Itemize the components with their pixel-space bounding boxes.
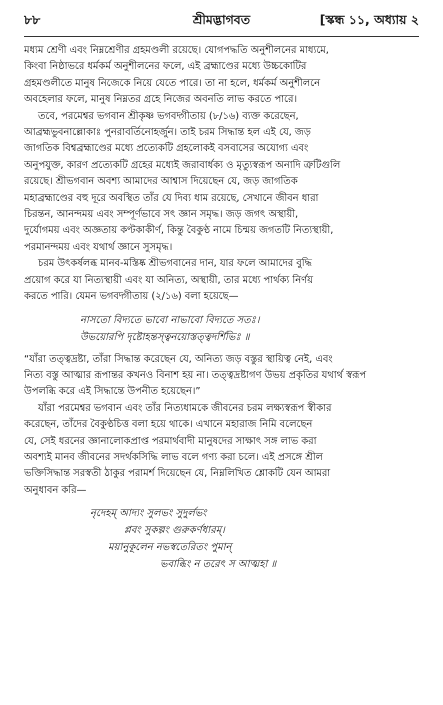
- text-line: মহাব্রহ্মাণ্ডের বহু দূরে অবস্থিত তাঁর যে দিব্য ধাম রয়েছে, সেখানে জীবন ধারা: [24, 192, 319, 204]
- text-line: উপলব্ধি করে এই সিদ্ধান্তে উপনীত হয়েছেন।”: [24, 386, 201, 398]
- paragraph-2: [24, 109, 419, 257]
- text-line: চিরন্তন, আনন্দময় এবং সম্পূর্ণভাবে সৎ জ্ঞান সমৃদ্ধ। জড় জগৎ অস্থায়ী,: [24, 209, 299, 221]
- paragraph-1: [24, 43, 419, 109]
- running-header: [24, 12, 419, 36]
- text-line: “যাঁরা তত্ত্বদ্রষ্টা, তাঁরা সিদ্ধান্ত করেছেন যে, অনিত্য জড় বস্তুর স্থায়িত্ব নেই, এবং: [24, 353, 333, 365]
- text-line: মধ্যম শ্রেণী এবং নিম্নশ্রেণীর গ্রহমণ্ডলী রয়েছে। যোগপদ্ধতি অনুশীলনের মাধ্যমে,: [24, 45, 329, 56]
- text-line: চরম উৎকর্ষলব্ধ মানব-মস্তিষ্ক শ্রীভগবানের দান, যার ফলে আমাদের বুদ্ধি: [38, 258, 312, 270]
- text-line: পরমানন্দময় এবং যথার্থ জ্ঞানে সুসমৃদ্ধ।: [24, 241, 173, 253]
- header-rule: [24, 36, 419, 37]
- verse-line: ভবাব্ধিং ন তরেৎ স আত্মহা ॥: [160, 559, 277, 571]
- text-line: করেছেন, তাঁদের বৈকুণ্ঠচিত্ত বলা হয়ে থাকে। এখানে মহারাজ নিমি বলেছেন: [24, 419, 313, 431]
- text-line: গ্রহমণ্ডলীতে মানুষ নিজেকে নিয়ে যেতে পারে। তা না হলে, ধর্মকর্ম অনুশীলনে: [24, 77, 320, 89]
- paragraph-5: [24, 401, 419, 499]
- verse-line: প্লবং সুকল্পং গুরুকর্ণধারম্।: [124, 525, 225, 537]
- text-line: তবে, পরমেশ্বর ভগবান শ্রীকৃষ্ণ ভগবদ্গীতায় (৮/১৬) ব্যক্ত করেছেন,: [38, 110, 299, 122]
- text-line: যাঁরা পরমেশ্বর ভগবান এবং তাঁর নিত্যধামকে জীবনের চরম লক্ষ্যস্বরূপ স্বীকার: [38, 402, 332, 414]
- text-line: নিত্য বস্তু আত্মার রূপান্তর কখনও বিনাশ হয় না। তত্ত্বদ্রষ্টাগণ উভয় প্রকৃতির যথার্থ স্বরূপ: [24, 369, 367, 381]
- text-line: আব্রহ্মভুবনাল্লোকাঃ পুনরাবর্তিনোহর্জুন। তাই চরম সিদ্ধান্ত হল এই যে, জড়: [24, 127, 311, 139]
- paragraph-3: [24, 256, 419, 305]
- verse-block-2: [24, 505, 419, 573]
- verse-line: নাসতো বিদ্যতে ভাবো নাভাবো বিদ্যতে সতঃ।: [80, 314, 260, 326]
- text-line: অনুপযুক্ত, কারণ প্রত্যেকটি গ্রহের মধ্যেই জরাবার্ধক্য ও মৃত্যুস্বরূপ অনাদি ত্রুটিগুলি: [24, 159, 341, 171]
- verse-line: উভয়োরপি দৃষ্টোহন্তস্ত্বনয়োস্তত্ত্বদর্শিভিঃ ॥: [80, 331, 250, 343]
- page-number: ৮৮: [24, 12, 41, 27]
- text-line: কিংবা নিষ্ঠাভরে ধর্মকর্ম অনুশীলনের ফলে, এই ব্রহ্মাণ্ডের মধ্যে উচ্চকোটির: [24, 61, 307, 73]
- verse-block-1: [24, 312, 419, 346]
- paragraph-4: [24, 352, 419, 401]
- section-label: [স্কন্ধ ১১, অধ্যায় ২: [319, 12, 419, 27]
- text-line: রয়েছে। শ্রীভগবান অবশ্য আমাদের আশ্বাস দিয়েছেন যে, জড় জাগতিক: [24, 176, 298, 188]
- verse-line: নৃদেহম্ আদ্যং সুলভং সুদুর্লভং: [90, 508, 207, 520]
- text-line: দুর্যোগময় এবং অজ্ঞতায় কণ্টকাকীর্ণ, কিন্তু বৈকুণ্ঠ নামে চিন্ময় জগতটি নিত্যস্থায়ী,: [24, 225, 334, 237]
- verse-line: ময়ানুকূলেন নভস্বতেরিতং পুমান্: [108, 542, 232, 554]
- text-line: প্রয়োগ করে যা নিত্যস্থায়ী এবং যা অনিত্য, অস্থায়ী, তার মধ্যে পার্থক্য নির্ণয়: [24, 274, 313, 286]
- text-line: অবহেলার ফলে, মানুষ নিম্নতর গ্রহে নিজের অবনতি লাভ করতে পারে।: [24, 94, 297, 106]
- text-line: জাগতিক বিশ্বব্রহ্মাণ্ডের মধ্যে প্রত্যেকটি গ্রহলোকই বসবাসের অযোগ্য এবং: [24, 143, 309, 155]
- text-line: অবশ্যই মানব জীবনের সদর্থকসিদ্ধি লাভ বলে গণ্য করা চলে। এই প্রসঙ্গে শ্রীল: [24, 451, 323, 463]
- text-line: করতে পারি। যেমন ভগবদ্গীতায় (২/১৬) বলা হয়েছে—: [24, 291, 239, 303]
- book-title: শ্রীমদ্ভাগবত: [192, 12, 251, 27]
- text-line: অনুধাবন করি—: [24, 484, 87, 496]
- text-line: যে, সেই ধরনের জ্ঞানালোকপ্রাপ্ত পরমার্থবাদী মানুষদের সাক্ষাৎ সঙ্গ লাভ করা: [24, 435, 317, 447]
- text-line: ভক্তিসিদ্ধান্ত সরস্বতী ঠাকুর পরামর্শ দিয়েছেন যে, নিম্নলিখিত শ্লোকটি যেন আমরা: [24, 468, 331, 480]
